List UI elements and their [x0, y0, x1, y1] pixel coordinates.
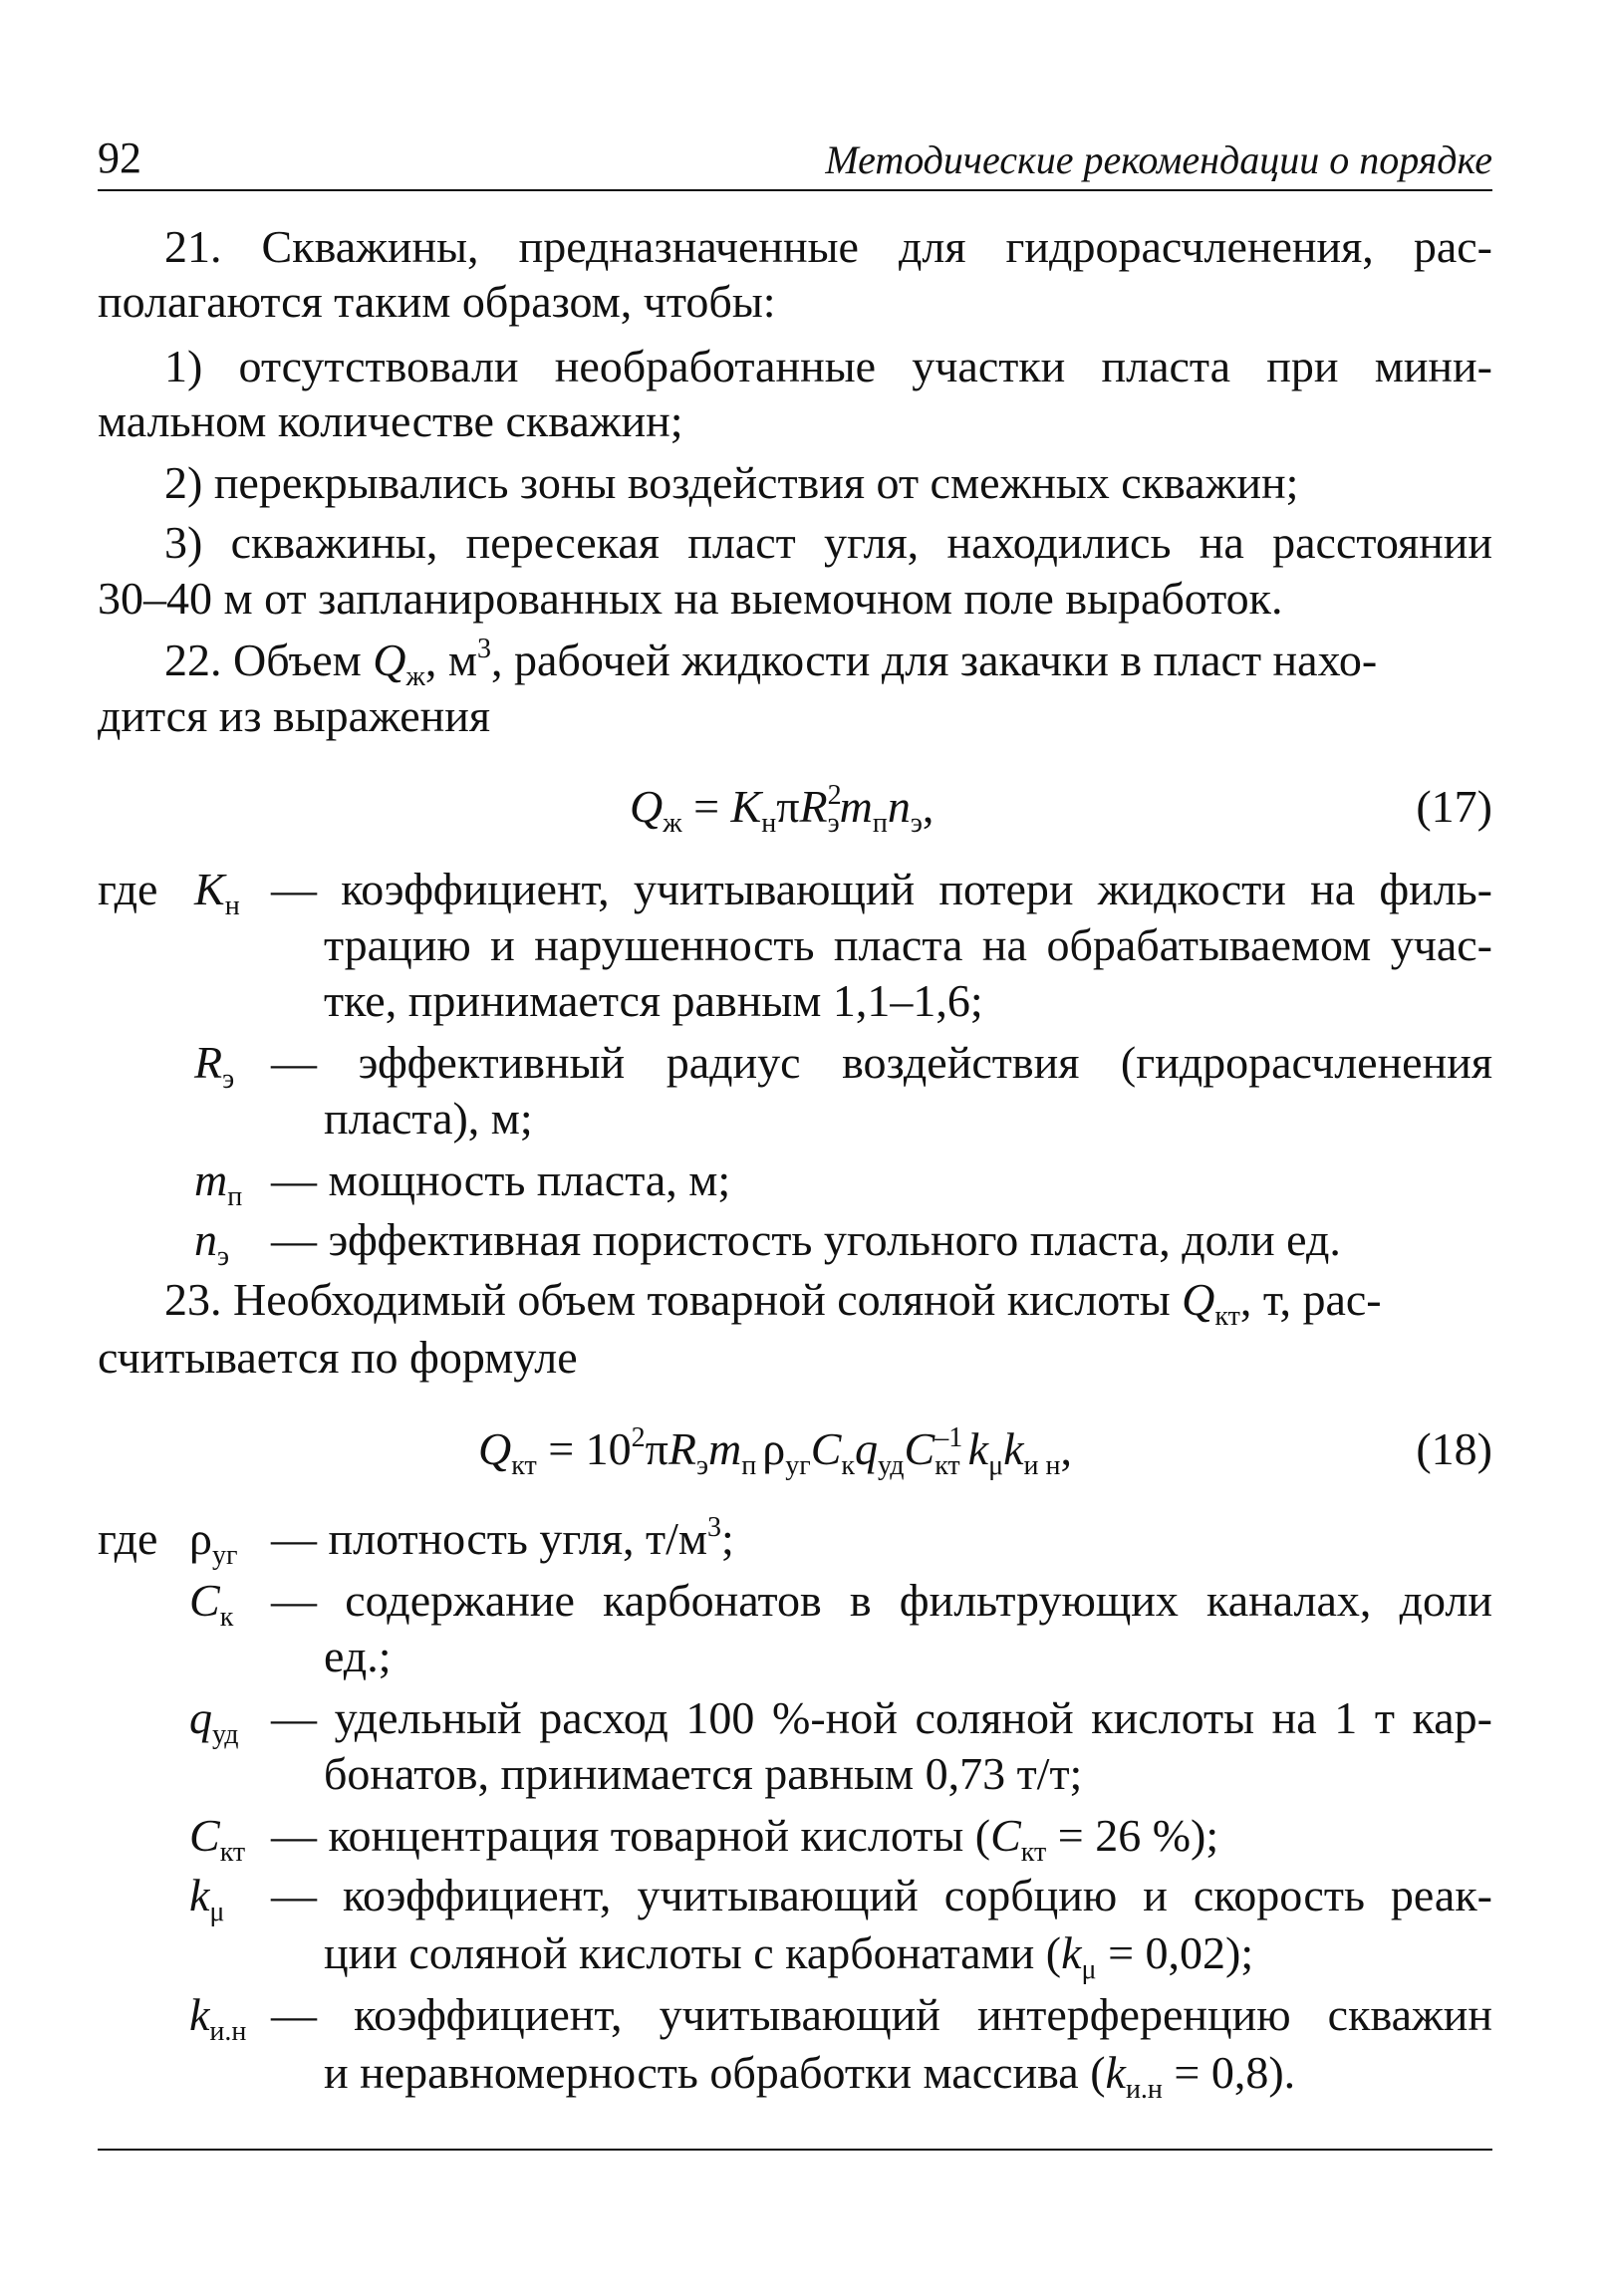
def-kmu-line-2: ции соляной кислоты с карбонатами $(k_\mu = 0,02)$; — [324, 1927, 1254, 1985]
footer-rule — [98, 2149, 1492, 2151]
def-qud-symbol: $q_{уд}$ — [189, 1692, 239, 1750]
where-label-17: где — [98, 864, 158, 914]
p21-item-3a: 3) скважины, пересекая пласт угля, находились на расстоянии — [164, 517, 1492, 568]
def-qud-line-2: бонатов, принимается равным 0,73 т/т; — [324, 1748, 1083, 1799]
p21-item-2: 2) перекрывались зоны воздействия от смежных скважин; — [164, 457, 1299, 508]
def-Kn-line-2: трацию и нарушенность пласта на обрабатываемом учас- — [324, 919, 1492, 970]
def-Ckt-symbol: $C_{кт}$ — [189, 1810, 246, 1868]
page-number: 92 — [98, 133, 141, 182]
def-Re-symbol: $R_э$ — [194, 1037, 235, 1095]
def-kin-line-2: и неравномерность обработки массива $(k_{и.н} = 0,8)$. — [324, 2047, 1296, 2105]
running-title: Методические рекомендации о порядке — [825, 137, 1492, 182]
def-Kn-line-3: тке, принимается равным 1,1–1,6; — [324, 975, 983, 1026]
def-qud-line-1: — удельный расход 100 %-ной соляной кислоты на 1 т кар- — [271, 1692, 1492, 1743]
def-mp-line-1: — мощность пласта, м; — [271, 1154, 731, 1205]
def-Ck-line-1: — содержание карбонатов в фильтрующих каналах, доли — [271, 1575, 1492, 1626]
def-kmu-line-1: — коэффициент, учитывающий сорбцию и скорость реак- — [271, 1870, 1492, 1920]
def-ne-line-1: — эффективная пористость угольного пласта, доли ед. — [271, 1214, 1341, 1265]
p21-item-3b: 30–40 м от запланированных на выемочном поле выработок. — [98, 573, 1283, 624]
page-header — [98, 128, 1492, 191]
def-Re-line-2: пласта), м; — [324, 1093, 533, 1144]
def-rho-symbol: $\rho_{уг}$ — [189, 1513, 238, 1571]
where-label-18: где — [98, 1513, 158, 1564]
def-Kn-line-1: — коэффициент, учитывающий потери жидкости на филь- — [271, 864, 1492, 914]
p21-line-1: 21. Скважины, предназначенные для гидрорасчленения, рас- — [164, 221, 1492, 272]
def-Kn-symbol: $K_н$ — [194, 864, 240, 921]
def-Ckt-line-1: — концентрация товарной кислоты ($C_{кт} = 26$ %); — [271, 1810, 1219, 1868]
def-mp-symbol: $m_п$ — [194, 1154, 243, 1212]
formula-18: $Q_{кт} = 10^2\pi R_эm_п$ $\rho_{уг}C_кq_{уд}C^{-1}_{кт}$ $k_\mu k_{и н}$, — [478, 1422, 1072, 1481]
formula-17: $Q_ж = K_н\pi R^2_эm_пn_э$, — [630, 780, 935, 839]
p22-line-1: 22. Объем $Q_ж$, $м^3$, рабочей жидкости для закачки в пласт нахо- — [164, 634, 1378, 692]
p23-line-2: считывается по формуле — [98, 1332, 578, 1383]
p21-line-2: полагаются таким образом, чтобы: — [98, 276, 776, 327]
formula-17-number: (17) — [1416, 781, 1492, 832]
def-kin-symbol: $k_{и.н}$ — [189, 1989, 247, 2047]
def-kin-line-1: — коэффициент, учитывающий интерференцию скважин — [271, 1989, 1492, 2040]
p21-item-1b: мальном количестве скважин; — [98, 395, 683, 446]
p23-line-1: 23. Необходимый объем товарной соляной кислоты $Q_{кт}$, т, рас- — [164, 1274, 1382, 1332]
def-Ck-symbol: $C_к$ — [189, 1575, 234, 1633]
formula-18-number: (18) — [1416, 1423, 1492, 1474]
def-Ck-line-2: ед.; — [324, 1631, 392, 1681]
def-ne-symbol: $n_э$ — [194, 1214, 230, 1272]
def-Re-line-1: — эффективный радиус воздействия (гидрорасчленения — [271, 1037, 1492, 1088]
def-kmu-symbol: $k_\mu$ — [189, 1870, 225, 1927]
def-rho-line-1: — плотность угля, $т/м^3$; — [271, 1512, 734, 1564]
p22-line-2: дится из выражения — [98, 690, 491, 741]
p21-item-1a: 1) отсутствовали необработанные участки пласта при мини- — [164, 341, 1492, 391]
